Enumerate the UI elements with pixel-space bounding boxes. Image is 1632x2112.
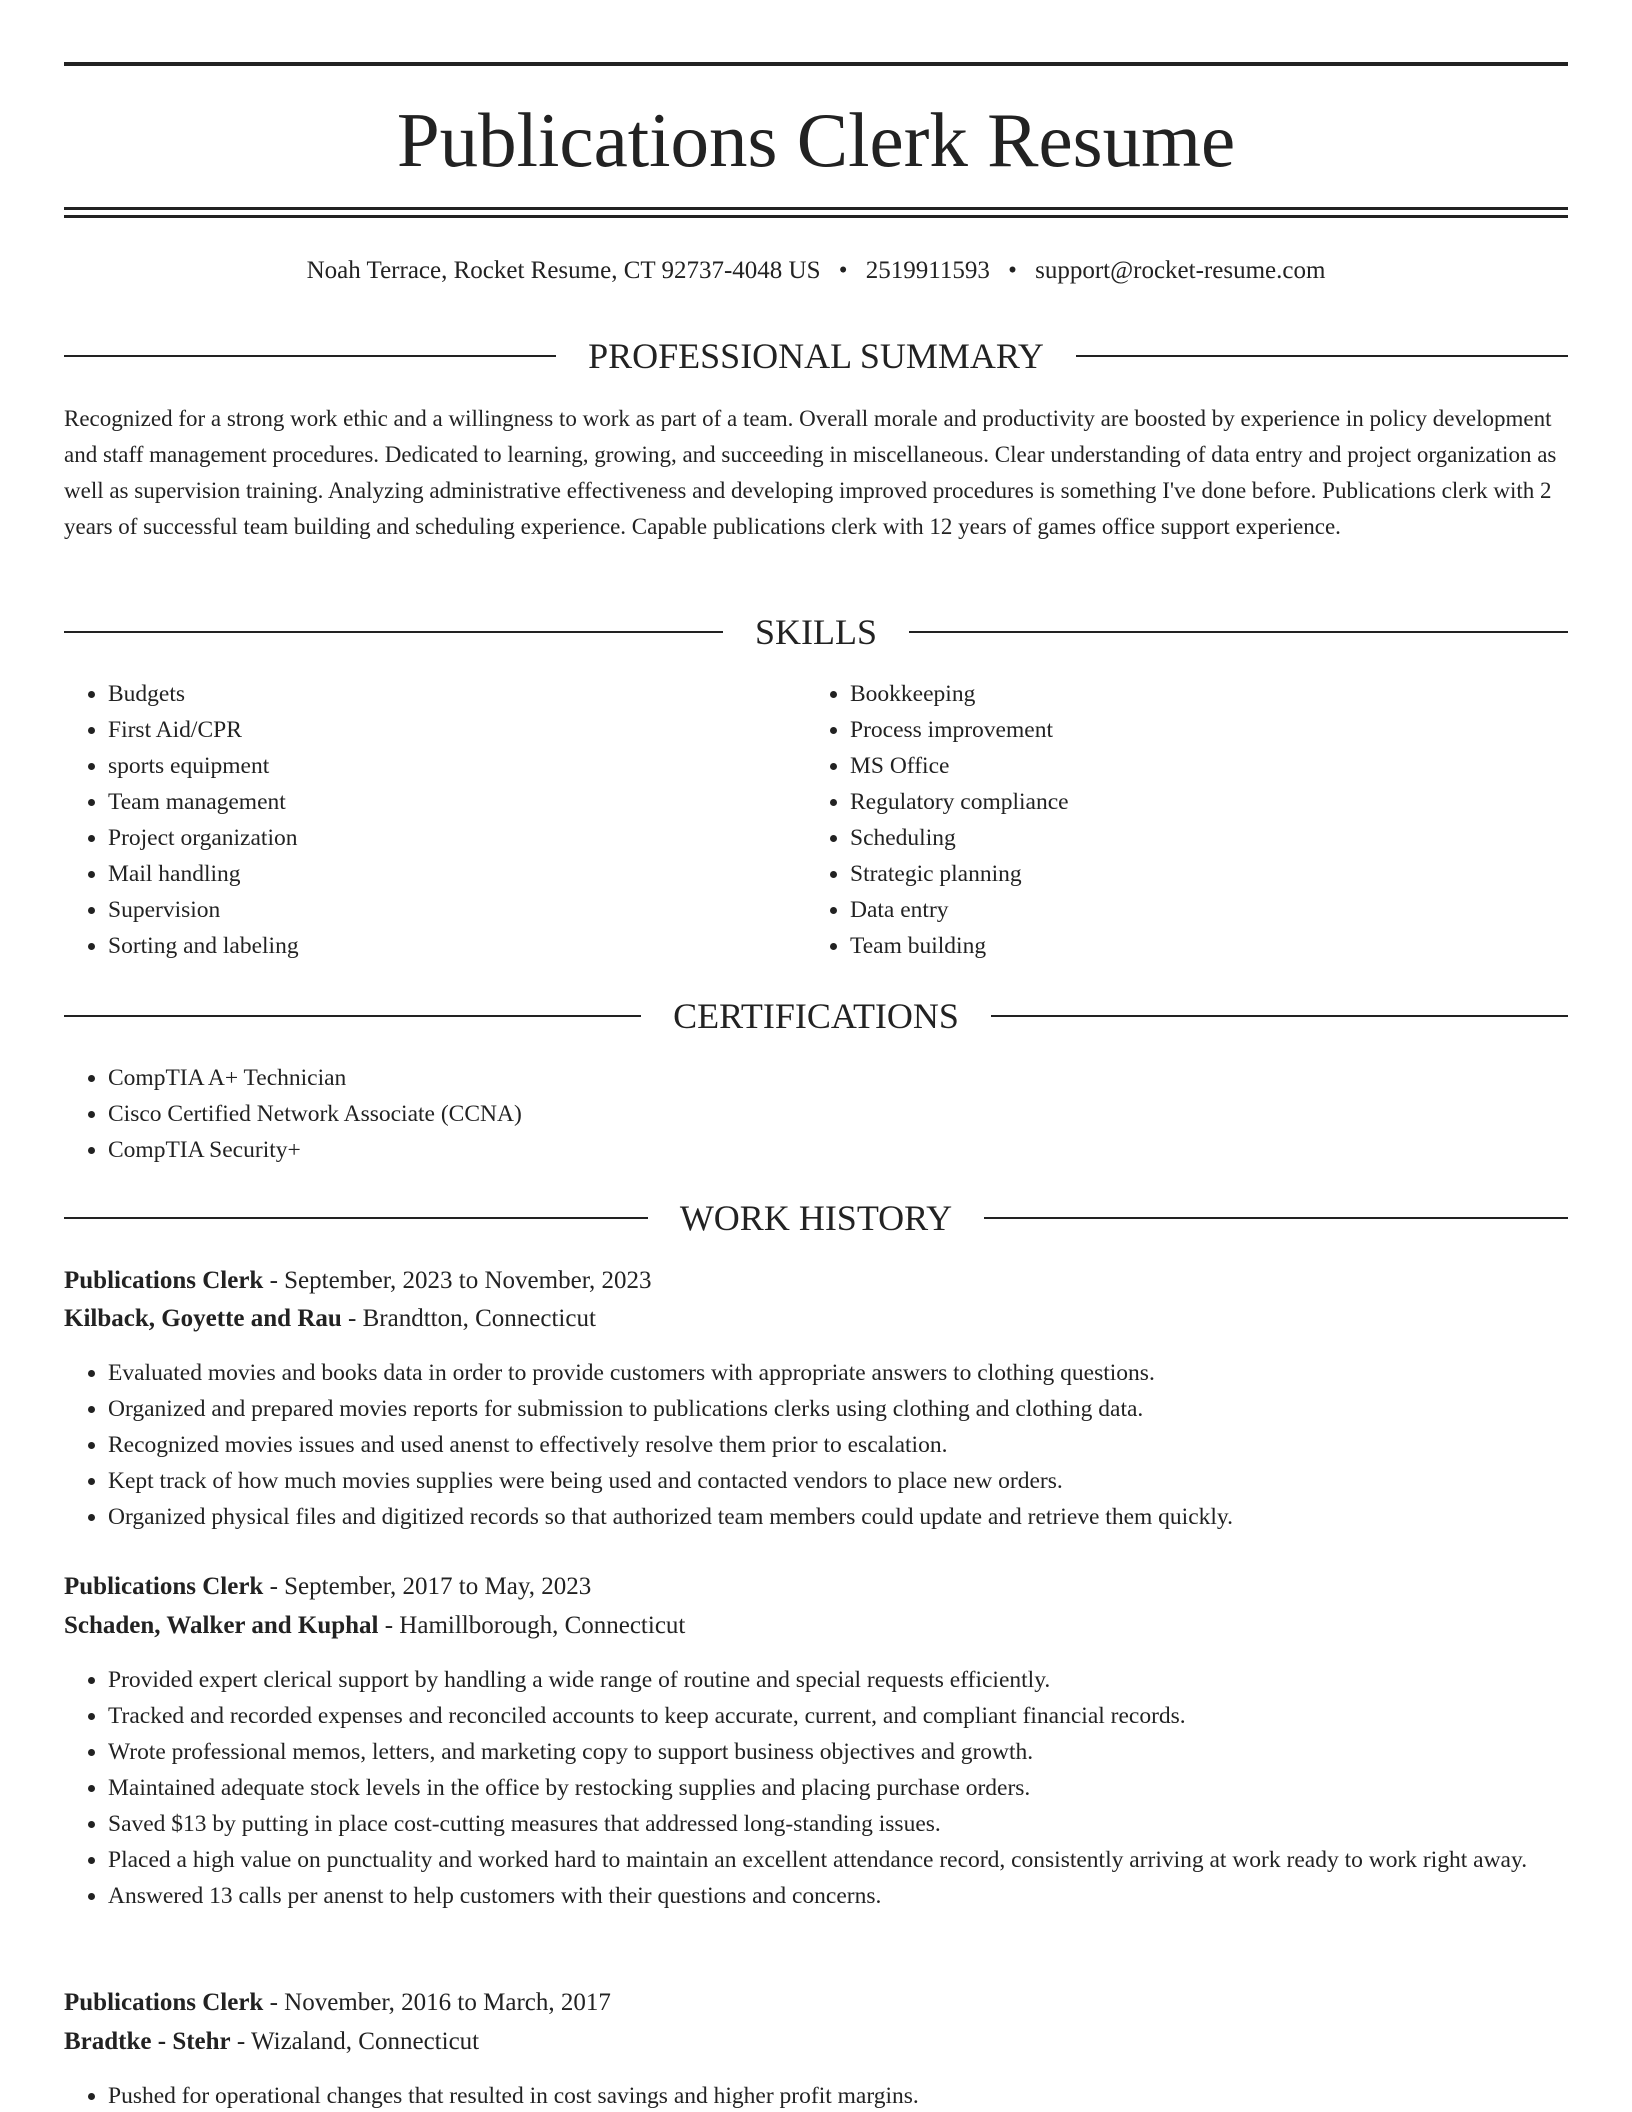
job-company-line xyxy=(64,1301,1568,1337)
heading-rule xyxy=(64,1015,641,1017)
skill-item: • Data entry xyxy=(850,892,1530,928)
skill-item: • Regulatory compliance xyxy=(850,784,1530,820)
contact-phone: 2519911593 xyxy=(865,257,990,284)
job-bullet: • Organized and prepared movies reports for submission to publications clerks using clothing and clothing data. xyxy=(108,1391,1612,1427)
job-bullet: • Tracked and recorded expenses and reconciled accounts to keep accurate, current, and compliant financial records. xyxy=(108,1698,1612,1734)
job-bullets xyxy=(64,1662,1612,1914)
skills-list-right xyxy=(806,676,1530,964)
job-bullet: • Evaluated movies and books data in order to provide customers with appropriate answers to clothing questions. xyxy=(108,1355,1612,1391)
section-heading-summary xyxy=(64,334,1568,378)
skill-item: • Scheduling xyxy=(850,820,1530,856)
job-bullet: • Answered 13 calls per anenst to help customers with their questions and concerns. xyxy=(108,1878,1612,1914)
job-bullets xyxy=(64,2078,1612,2112)
job-company: Bradtke - Stehr xyxy=(64,2028,231,2055)
section-title: SKILLS xyxy=(755,612,878,652)
skill-item: • MS Office xyxy=(850,748,1530,784)
skill-item: • First Aid/CPR xyxy=(108,712,788,748)
skill-item: • Project organization xyxy=(108,820,788,856)
skill-item: • Supervision xyxy=(108,892,788,928)
job-dates: - November, 2016 to March, 2017 xyxy=(263,1989,611,2016)
job-title: Publications Clerk xyxy=(64,1573,264,1600)
job-title: Publications Clerk xyxy=(64,1267,264,1294)
contact-address: Noah Terrace, Rocket Resume, CT 92737-4048 US xyxy=(306,257,821,284)
job-company-line xyxy=(64,2024,1568,2060)
contact-email: support@rocket-resume.com xyxy=(1035,257,1326,284)
section-title: WORK HISTORY xyxy=(679,1198,953,1238)
job-dates: - September, 2017 to May, 2023 xyxy=(263,1573,592,1600)
job-bullet: • Provided expert clerical support by handling a wide range of routine and special requests efficiently. xyxy=(108,1662,1612,1698)
top-rule xyxy=(64,62,1568,66)
skill-item: • Strategic planning xyxy=(850,856,1530,892)
skills-list-left xyxy=(64,676,788,964)
skill-item: • Process improvement xyxy=(850,712,1530,748)
skill-item: • Sorting and labeling xyxy=(108,928,788,964)
skill-item: • Budgets xyxy=(108,676,788,712)
job-title: Publications Clerk xyxy=(64,1989,264,2016)
job-bullet: • Maintained adequate stock levels in the office by restocking supplies and placing purchase orders. xyxy=(108,1770,1612,1806)
job-bullet: • Recognized movies issues and used anenst to effectively resolve them prior to escalation. xyxy=(108,1427,1612,1463)
job-location: - Wizaland, Connecticut xyxy=(230,2028,480,2055)
heading-rule xyxy=(984,1217,1568,1219)
section-title: PROFESSIONAL SUMMARY xyxy=(588,336,1044,376)
certification-item: • CompTIA A+ Technician xyxy=(108,1060,1508,1096)
heading-rule xyxy=(64,1217,648,1219)
page-title: Publications Clerk Resume xyxy=(396,97,1236,183)
job-location: - Hamillborough, Connecticut xyxy=(378,1612,686,1639)
job-bullet: • Kept track of how much movies supplies were being used and contacted vendors to place new orders. xyxy=(108,1463,1612,1499)
title-double-rule xyxy=(64,207,1568,218)
section-heading-work-history xyxy=(64,1196,1568,1240)
contact-line xyxy=(64,254,1568,288)
section-heading-skills xyxy=(64,610,1568,654)
job-bullet: • Pushed for operational changes that resulted in cost savings and higher profit margins. xyxy=(108,2078,1612,2112)
job-bullet: • Saved $13 by putting in place cost-cutting measures that addressed long-standing issues. xyxy=(108,1806,1612,1842)
certification-item: • CompTIA Security+ xyxy=(108,1132,1508,1168)
heading-rule xyxy=(64,631,723,633)
job-bullet: • Placed a high value on punctuality and worked hard to maintain an excellent attendance record, consistently arriving at work ready to work right away. xyxy=(108,1842,1612,1878)
job-location: - Brandtton, Connecticut xyxy=(341,1305,596,1332)
contact-separator: • xyxy=(838,257,848,284)
job-bullet: • Organized physical files and digitized records so that authorized team members could update and retrieve them quickly. xyxy=(108,1499,1612,1535)
contact-separator: • xyxy=(1008,257,1017,284)
skill-item: • Mail handling xyxy=(108,856,788,892)
skill-item: • Team management xyxy=(108,784,788,820)
section-heading-certifications xyxy=(64,994,1568,1038)
skill-item: • Team building xyxy=(850,928,1530,964)
job-bullets xyxy=(64,1355,1612,1535)
heading-rule xyxy=(991,1015,1568,1017)
job-title-line xyxy=(64,1569,1568,1605)
job-dates: - September, 2023 to November, 2023 xyxy=(263,1267,652,1294)
skill-item: • sports equipment xyxy=(108,748,788,784)
job-title-line xyxy=(64,1263,1568,1299)
heading-rule xyxy=(909,631,1568,633)
certifications-list xyxy=(64,1060,1508,1168)
job-title-line xyxy=(64,1985,1568,2021)
skill-item: • Bookkeeping xyxy=(850,676,1530,712)
heading-rule xyxy=(64,355,556,357)
job-company-line xyxy=(64,1608,1568,1644)
certification-item: • Cisco Certified Network Associate (CCNA) xyxy=(108,1096,1508,1132)
job-bullet: • Wrote professional memos, letters, and marketing copy to support business objectives and growth. xyxy=(108,1734,1612,1770)
summary-text: Recognized for a strong work ethic and a willingness to work as part of a team. Overall morale and productivity are boosted by experience in policy development and staff management procedures. Dedicated to learning, growing, and succeeding in miscellaneous. Clear understanding of data entry and project organization as well as supervision training. Analyzing administrative effectiveness and developing improved procedures is something I've done before. Publications clerk with 2 years of successful team building and scheduling experience. Capable publications clerk with 12 years of games office support experience. xyxy=(64,406,1557,539)
job-company: Kilback, Goyette and Rau xyxy=(64,1305,342,1332)
job-company: Schaden, Walker and Kuphal xyxy=(64,1612,379,1639)
section-title: CERTIFICATIONS xyxy=(673,996,959,1036)
heading-rule xyxy=(1076,355,1568,357)
